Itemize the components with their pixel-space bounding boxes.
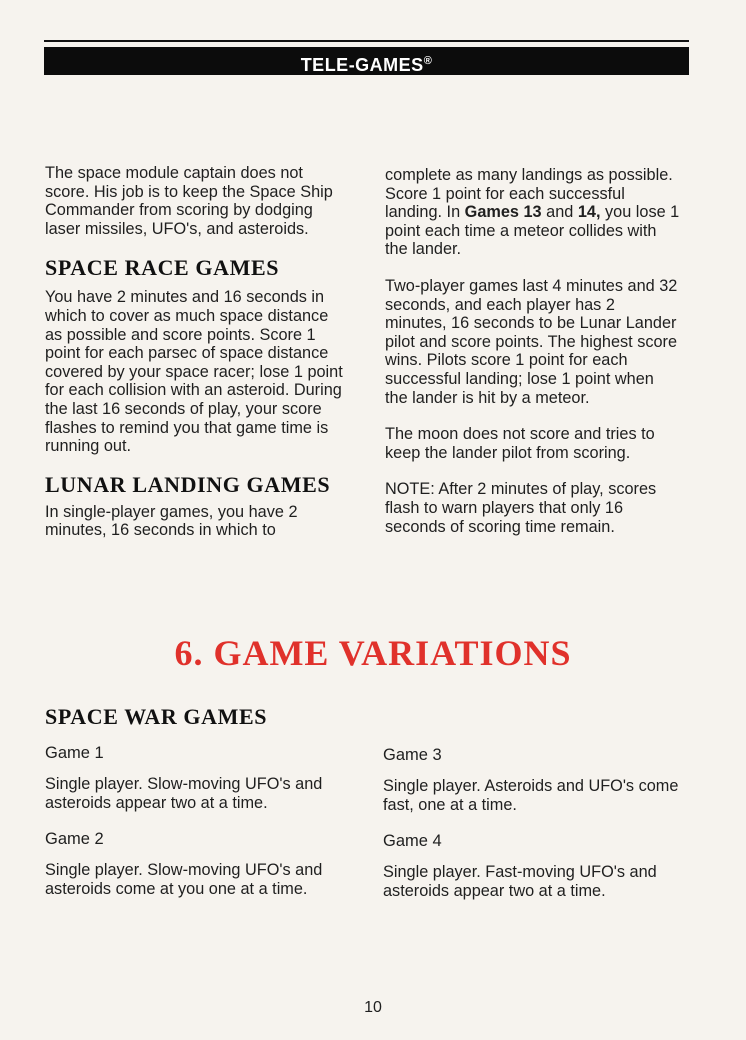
registered-mark: ® (423, 55, 433, 67)
header-banner (44, 47, 689, 75)
lunar-paragraph (45, 503, 345, 540)
landings-text-b: you lose 1 point each time a meteor collides with the lander. (385, 203, 680, 259)
game-2-title: Game 2 (45, 830, 104, 849)
page-number: 10 (364, 999, 382, 1016)
game-4-title: Game 4 (383, 832, 442, 851)
games-right (383, 746, 683, 900)
space-war-heading: SPACE WAR GAMES (45, 704, 268, 729)
game-3-title: Game 3 (383, 746, 442, 764)
game-1-desc: Single player. Slow-moving UFO's and asteroids appear two at a time. (45, 775, 323, 812)
space-race-paragraph: You have 2 minutes and 16 seconds in which to cover as much space distance as possible and score points. Score 1 point for each parsec of space distance covered by your space racer; lose 1 point for each collision with an asteroid. During the last 16 seconds of play, your score flashes to remind you that game time is running out. (45, 288, 343, 456)
captain-paragraph: The space module captain does not score. His job is to keep the Space Ship Commander from scoring by dodging laser missiles, UFO's, and asteroids. (45, 164, 333, 238)
right-column (385, 166, 680, 536)
landings-text-a: complete as many landings as possible. Score 1 point for each successful landing. In (385, 166, 673, 222)
game-4-desc: Single player. Fast-moving UFO's and asteroids appear two at a time. (383, 863, 657, 900)
lunar-paragraph-text: you have 2 minutes, 16 seconds in which to (45, 502, 298, 540)
note-paragraph (385, 480, 680, 536)
and-text: and (541, 203, 578, 222)
section-title: 6. GAME VARIATIONS (174, 633, 572, 673)
note-text: After 2 minutes of play, scores flash to warn players that only 16 seconds of scoring time remain. (385, 480, 657, 536)
left-column (45, 164, 345, 540)
moon-paragraph: The moon does not score and tries to keep the lander pilot from scoring. (385, 425, 655, 462)
game-2-desc: Single player. Slow-moving UFO's and asteroids come at you one at a time. (45, 861, 323, 898)
top-rule (44, 40, 689, 42)
games-left (45, 744, 345, 898)
landings-paragraph (385, 166, 680, 259)
header-title: TELE-GAMES (300, 55, 424, 75)
two-player-text: last 4 minutes and 32 seconds, and each player has 2 minutes, 16 seconds to be Lunar Lander pilot and score points. The highest score wins. Pilots score 1 point for each successful landing; lose 1 point when the lander is hit by a meteor. (385, 276, 678, 407)
two-player-label: Two-player games (385, 276, 519, 295)
two-player-paragraph (385, 277, 680, 407)
games-13-label: Games 13 (464, 203, 542, 222)
lunar-landing-heading: LUNAR LANDING GAMES (45, 471, 331, 497)
game-14-label: 14, (577, 203, 601, 222)
space-race-heading: SPACE RACE GAMES (45, 255, 280, 281)
game-1-title: Game 1 (45, 744, 104, 762)
game-3-desc: Single player. Asteroids and UFO's come fast, one at a time. (383, 777, 679, 814)
single-player-label: In single-player games, (45, 502, 214, 521)
note-label: NOTE: (385, 480, 435, 499)
